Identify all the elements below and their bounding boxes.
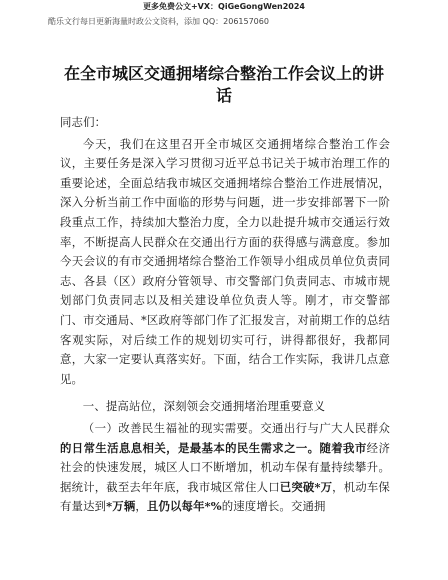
text-run: 的速度增长。交通拥 [221,499,326,514]
header-note: 酷乐文行每日更新海量时政公文资料，添加 QQ：206157060 [48,17,269,26]
paragraph-livelihood [60,419,390,517]
bold-run: *万辆 [106,499,136,514]
paragraph-intro: 今天，我们在这里召开全市城区交通拥堵综合整治工作会议，主要任务是深入学习贯彻习近平总书记关于城市治理工作的重要论述，全面总结我市城区交通拥堵综合整治工作进展情况，深入分析当前工作中面临的形势与问题，进一步安排部署下一阶段重点工作，持续加大整治力度，全力以赴提升城市交通运行效率，不断提高人民群众在交通出行方面的获得感与满意度。参加今天会议的有市交通拥堵综合整治工作领导小组成员单位负责同志、各县（区）政府分管领导、市交警部门负责同志、市城市规划部门负责同志以及相关建设单位负责人等。刚才，市交警部门、市交通局、*区政府等部门作了汇报发言，对前期工作的总结客观实际，对后续工作的规划切实可行，讲得都很好，我都同意，大家一定要认真落实好。下面，结合工作实际，我讲几点意见。 [60,136,390,386]
text-run: （一）改善民生福祉的现实需要。交通出行与广大人民群众 [82,420,390,435]
greeting: 同志们： [60,115,107,129]
top-watermark-note: 更多免费公文+VX：QiGeGongWen2024 [142,2,305,11]
document-body [60,113,390,517]
section-heading-1: 一、提高站位，深刻领会交通拥堵治理重要意义 [82,399,326,414]
text-run: 经济社会的快速发展，城区人口不断增加，机动车保有量持续攀升。据统计，截至去年年底，我市城区常住人口 [60,440,390,494]
document-title: 在全市城区交通拥堵综合整治工作会议上的讲话 [63,64,384,105]
bold-run: 且仍以每年*% [146,499,222,514]
text-run: ， [135,499,147,514]
bold-run: 已突破*万 [279,479,333,494]
text-run: ，机动车保有量达到 [60,479,390,514]
bold-run: 的日常生活息息相关，是最基本的民生需求之一。随着我市 [60,440,367,455]
